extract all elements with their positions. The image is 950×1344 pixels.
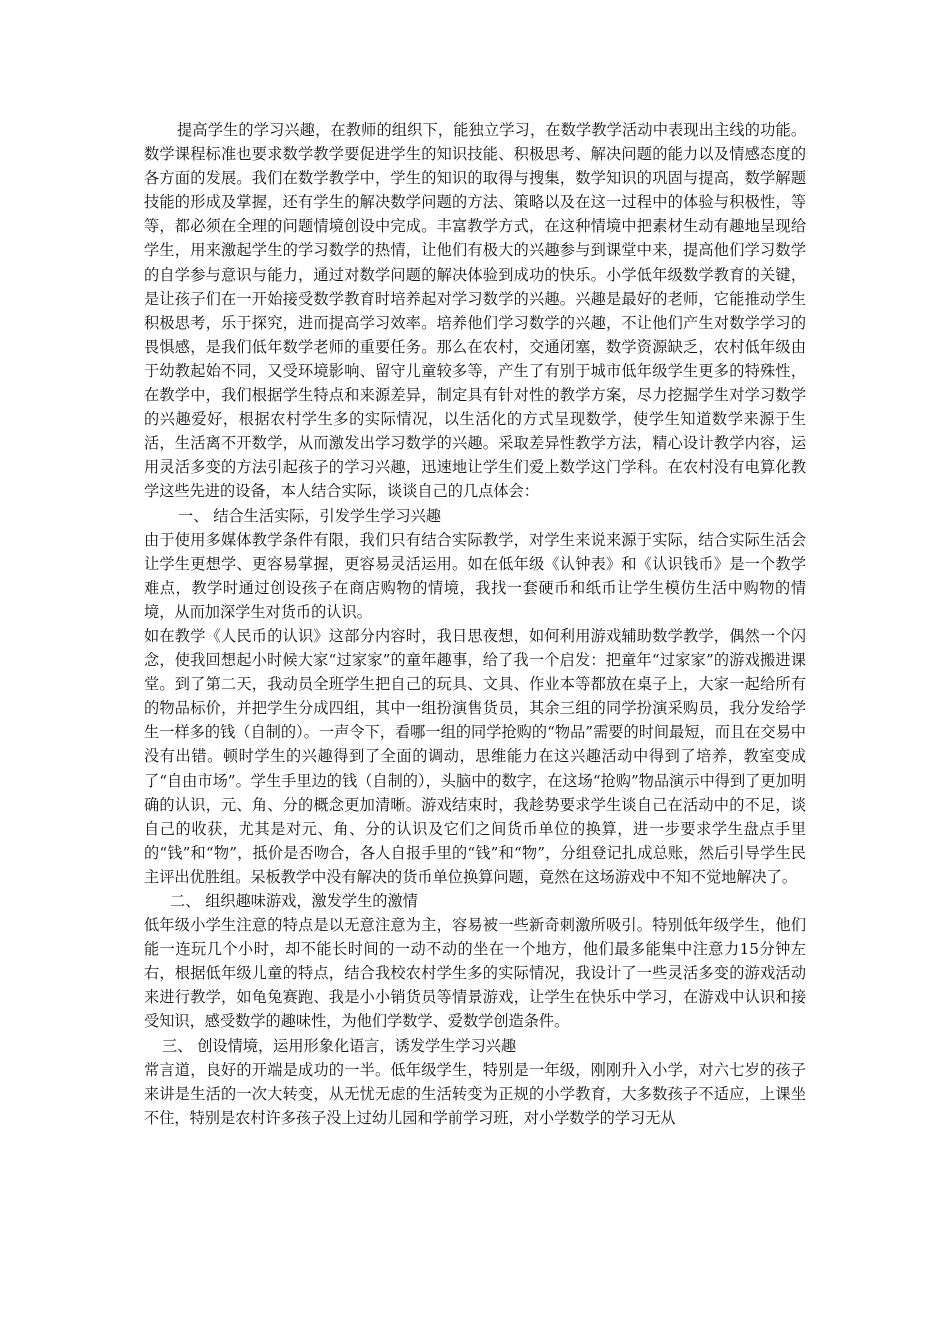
section-heading-2: 二、 组织趣味游戏，激发学生的激情 <box>170 892 418 910</box>
document-page <box>144 118 806 1130</box>
section-heading-3: 三、 创设情境，运用形象化语言，诱发学生学习兴趣 <box>162 1036 517 1055</box>
body-paragraph: 常言道，良好的开端是成功的一半。低年级学生，特别是一年级，刚刚升入小学，对六七岁的孩子来讲是生活的一次大转变，从无忧无虑的生活转变为正规的小学教育，大多数孩子不适应，上课坐不住，特别是农村许多孩子没上过幼儿园和学前学习班，对小学数学的学习无从 <box>144 1060 806 1127</box>
body-paragraph: 由于使用多媒体教学条件有限，我们只有结合实际教学，对学生来说来源于实际，结合实际生活会让学生更想学、更容易掌握，更容易灵活运用。如在低年级《认钟表》和《认识钱币》是一个教学难点，教学时通过创设孩子在商店购物的情境，我找一套硬币和纸币让学生模仿生活中购物的情境，从而加深学生对货币的认识。 <box>144 530 806 621</box>
section-heading-1: 一、 结合生活实际，引发学生学习兴趣 <box>178 506 442 525</box>
body-paragraph: 如在教学《人民币的认识》这部分内容时，我日思夜想，如何利用游戏辅助数学教学，偶然一个闪念，使我回想起小时候大家“过家家”的童年趣事，给了我一个启发：把童年“过家家”的游戏搬进课堂。到了第二天，我动员全班学生把自己的玩具、文具、作业本等都放在桌子上，大家一起给所有的物品标价，并把学生分成四组，其中一组扮演售货员，其余三组的同学扮演采购员，我分发给学生一样多的钱（自制的）。一声令下，看哪一组的同学抢购的“物品”需要的时间最短，而且在交易中没有出错。顿时学生的兴趣得到了全面的调动，思维能力在这兴趣活动中得到了培养，教室变成了“自由市场”。学生手里边的钱（自制的），头脑中的数字，在这场“抢购”物品演示中得到了更加明确的认识，元、角、分的概念更加清晰。游戏结束时，我趁势要求学生谈自己在活动中的不足，谈自己的收获，尤其是对元、角、分的认识及它们之间货币单位的换算，进一步要求学生盘点手里的“钱”和“物”，抵价是否吻合，各人自报手里的“钱”和“物”，分组登记扎成总账，然后引导学生民主评出优胜组。呆板教学中没有解决的货币单位换算问题，竟然在这场游戏中不知不觉地解决了。 <box>144 626 806 886</box>
body-paragraph: 低年级小学生注意的特点是以无意注意为主，容易被一些新奇刺激所吸引。特别低年级学生，他们能一连玩几个小时，却不能长时间的一动不动的坐在一个地方，他们最多能集中注意力15分钟左右，根据低年级儿童的特点，结合我校农村学生多的实际情况，我设计了一些灵活多变的游戏活动来进行教学，如龟兔赛跑、我是小小销货员等情景游戏，让学生在快乐中学习，在游戏中认识和接受知识，感受数学的趣味性，为他们学数学、爱数学创造条件。 <box>144 916 806 1031</box>
intro-paragraph: 提高学生的学习兴趣，在教师的组织下，能独立学习，在数学教学活动中表现出主线的功能。数学课程标准也要求数学教学要促进学生的知识技能、积极思考、解决问题的能力以及情感态度的各方面的发展。我们在数学教学中，学生的知识的取得与搜集，数学知识的巩固与提高，数学解题技能的形成及掌握，还有学生的解决数学问题的方法、策略以及在这一过程中的体验与积极性，等等，都必须在全理的问题情境创设中完成。丰富教学方式，在这种情境中把素材生动有趣地呈现给学生，用来激起学生的学习数学的热情，让他们有极大的兴趣参与到课堂中来，提高他们学习数学的自学参与意识与能力，通过对数学问题的解决体验到成功的快乐。小学低年级数学教育的关键，是让孩子们在一开始接受数学教育时培养起对学习数学的兴趣。兴趣是最好的老师，它能推动学生积极思考，乐于探究，进而提高学习效率。培养他们学习数学的兴趣，不让他们产生对数学学习的畏惧感，是我们低年数学老师的重要任务。那么在农村，交通闭塞，数学资源缺乏，农村低年级由于幼教起始不同，又受环境影响、留守儿童较多等，产生了有别于城市低年级学生更多的特殊性，在教学中，我们根据学生特点和来源差异，制定具有针对性的教学方案，尽力挖掘学生对学习数学的兴趣爱好，根据农村学生多的实际情况，以生活化的方式呈现数学，使学生知道数学来源于生活，生活离不开数学，从而激发出学习数学的兴趣。采取差异性教学方法，精心设计教学内容，运用灵活多变的方法引起孩子的学习兴趣，迅速地让学生们爱上数学这门学科。在农村没有电算化教学这些先进的设备，本人结合实际，谈谈自己的几点体会： <box>144 121 806 501</box>
